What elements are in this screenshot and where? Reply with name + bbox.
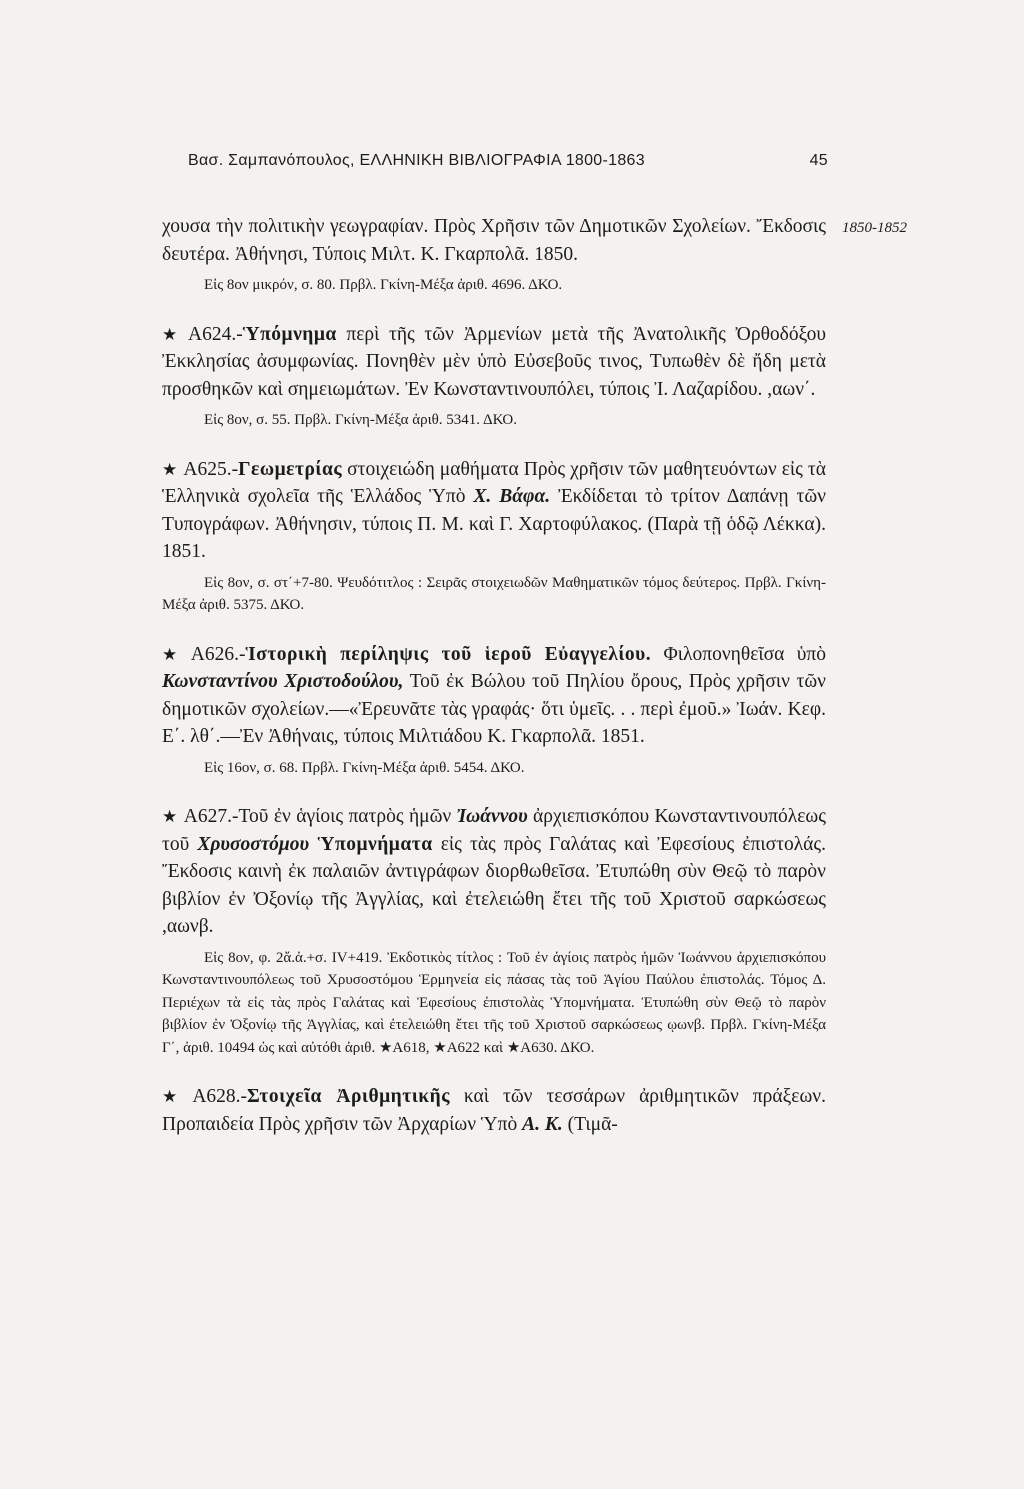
- entry-note: Εἰς 8ον μικρόν, σ. 80. Πρβλ. Γκίνη-Μέξα ἀριθ. 4696. ΔΚΟ.: [204, 277, 563, 293]
- entry-body: Τοῦ ἐν ἁγίοις πατρὸς ἡμῶν: [238, 806, 457, 827]
- star-icon: ★: [162, 324, 182, 344]
- entry-number: Α627.-: [183, 806, 239, 827]
- entry-number: Α624.-: [187, 323, 243, 345]
- entry-a625: [162, 456, 826, 617]
- entry-text: [162, 456, 826, 566]
- entry-heading: Στοιχεῖα Ἀριθμητικῆς: [247, 1086, 450, 1107]
- entry-body-cont: ἀρχιεπισκόπου Κωνσταντινουπόλεως τοῦ: [162, 806, 826, 855]
- entry-author: Χ. Βάφα.: [473, 486, 551, 507]
- entry-note: Εἰς 8ον, σ. 55. Πρβλ. Γκίνη-Μέξα ἀριθ. 5341. ΔΚΟ.: [204, 412, 518, 428]
- entry-continuation: [162, 213, 826, 297]
- entry-author-2: Χρυσοστόμου: [197, 833, 310, 855]
- entry-text: [162, 1083, 826, 1138]
- entry-note: Εἰς 8ον, φ. 2ἄ.ἀ.+σ. IV+419. Ἐκδοτικὸς τίτλος : Τοῦ ἐν ἁγίοις πατρὸς ἡμῶν Ἰωάννου ἀρχιεπισκόπου Κωνσταντινουπόλεως τοῦ Χρυσοστόμου Ἑρμηνεία εἰς πάσας τὰς τοῦ Ἁγίου Παύλου ἐπιστολάς. Τόμος Δ. Περιέχων τὰ εἰς τὰς πρὸς Γαλάτας καὶ Ἐφεσίους ἐπιστολὰς Ὑπομνήματα. Ἐτυπώθη σὺν Θεῷ τὸ παρὸν βιβλίον ἐν Ὀξονίῳ τῆς Ἀγγλίας, καὶ ἐτελειώθη ἔτει τῆς τοῦ Χριστοῦ σαρκώσεως ῳωνβ. Πρβλ. Γκίνη-Μέξα Γ΄, ἀριθ. 10494 ὡς καὶ αὐτόθι ἀριθ. ★Α618, ★Α622 καὶ ★Α630. ΔΚΟ.: [162, 949, 826, 1056]
- margin-year-note: 1850-1852: [842, 220, 907, 236]
- entry-heading: Ὑπόμνημα: [242, 323, 337, 345]
- entry-text: χουσα τὴν πολιτικὴν γεωγραφίαν. Πρὸς Χρῆσιν τῶν Δημοτικῶν Σχολείων. Ἔκδοσις δευτέρα. Ἀθήνησι, Τύποις Μιλτ. Κ. Γκαρπολᾶ. 1850.: [162, 216, 826, 265]
- entry-number: Α626.-: [190, 643, 246, 665]
- entry-text: [162, 321, 826, 404]
- entry-body: Φιλοπονηθεῖσα ὑπὸ: [651, 643, 826, 665]
- entry-heading: Ὑπομνήματα: [309, 833, 433, 855]
- entry-a628: [162, 1083, 826, 1138]
- entry-author: Κωνσταντίνου Χριστοδούλου,: [162, 671, 404, 692]
- entry-text: [162, 803, 826, 941]
- entry-body: περὶ τῆς τῶν Ἀρμενίων μετὰ τῆς Ἀνατολικῆς Ὀρθοδόξου Ἐκκλησίας ἀσυμφωνίας. Πονηθὲν μὲν ὑπὸ Εὐσεβοῦς τινος, Τυπωθὲν δὲ ἤδη μετὰ προσθηκῶν καὶ σημειωμάτων. Ἐν Κωνσταντινουπόλει, τύποις Ἰ. Λαζαρίδου. ,αων΄.: [162, 323, 826, 400]
- entry-body-cont: (Τιμᾶ-: [562, 1113, 618, 1135]
- entry-heading: Ἱστορικὴ περίληψις τοῦ ἱεροῦ Εὐαγγελίου.: [245, 643, 652, 665]
- entry-number: Α625.-: [183, 458, 239, 480]
- star-icon: ★: [162, 459, 178, 479]
- entry-number: Α628.-: [192, 1086, 248, 1107]
- star-icon: ★: [162, 807, 178, 826]
- page-number: 45: [809, 152, 828, 169]
- entry-a624: [162, 321, 826, 432]
- entry-body-cont: Ἐκδίδεται τὸ τρίτον Δαπάνῃ τῶν Τυπογράφων. Ἀθήνησιν, τύποις Π. Μ. καὶ Γ. Χαρτοφύλακος. (Παρὰ τῇ ὁδῷ Λέκκα). 1851.: [162, 486, 826, 562]
- entry-a627: [162, 803, 826, 1059]
- entry-body-cont: Τοῦ ἐκ Βώλου τοῦ Πηλίου ὄρους, Πρὸς χρῆσιν τῶν δημοτικῶν σχολείων.—«Ἐρευνᾶτε τὰς γραφάς· ὅτι ὑμεῖς. . . περὶ ἐμοῦ.» Ἰωάν. Κεφ. Ε΄. λθ΄.—Ἐν Ἀθήναις, τύποις Μιλτιάδου Κ. Γκαρπολᾶ. 1851.: [162, 671, 826, 747]
- running-title: Βασ. Σαμπανόπουλος, ΕΛΛΗΝΙΚΗ ΒΙΒΛΙΟΓΡΑΦΙΑ 1800-1863: [188, 152, 645, 169]
- entry-note: Εἰς 8ον, σ. στ΄+7-80. Ψευδότιτλος : Σειρᾶς στοιχειωδῶν Μαθηματικῶν τόμος δεύτερος. Πρβλ. Γκίνη-Μέξα ἀριθ. 5375. ΔΚΟ.: [162, 574, 826, 613]
- star-icon: ★: [162, 644, 185, 664]
- entry-body-end: εἰς τὰς πρὸς Γαλάτας καὶ Ἐφεσίους ἐπιστολάς. Ἔκδοσις καινὴ ἐκ παλαιῶν ἀντιγράφων διορθωθεῖσα. Ἐτυπώθη σὺν Θεῷ τὸ παρὸν βιβλίον ἐν Ὀξονίῳ τῆς Ἀγγλίας, καὶ ἐτελειώθη ἔτει τῆς τοῦ Χριστοῦ σαρκώσεως ,αωνβ.: [162, 833, 826, 937]
- entry-body: στοιχειώδη μαθήματα Πρὸς χρῆσιν τῶν μαθητευόντων εἰς τὰ Ἑλληνικὰ σχολεῖα τῆς Ἑλλάδος Ὑπὸ: [162, 458, 826, 507]
- entry-author: Α. Κ.: [522, 1113, 563, 1135]
- entry-heading: Γεωμετρίας: [238, 458, 343, 480]
- entry-author: Ἰωάννου: [456, 806, 528, 827]
- entry-a626: [162, 641, 826, 780]
- entry-body: καὶ τῶν τεσσάρων ἀριθμητικῶν πράξεων. Προπαιδεία Πρὸς χρῆσιν τῶν Ἀρχαρίων Ὑπὸ: [162, 1086, 826, 1135]
- entry-note: Εἰς 16ον, σ. 68. Πρβλ. Γκίνη-Μέξα ἀριθ. 5454. ΔΚΟ.: [204, 759, 525, 776]
- star-icon: ★: [162, 1087, 187, 1106]
- entry-text: [162, 641, 826, 751]
- text-column: [162, 213, 826, 1138]
